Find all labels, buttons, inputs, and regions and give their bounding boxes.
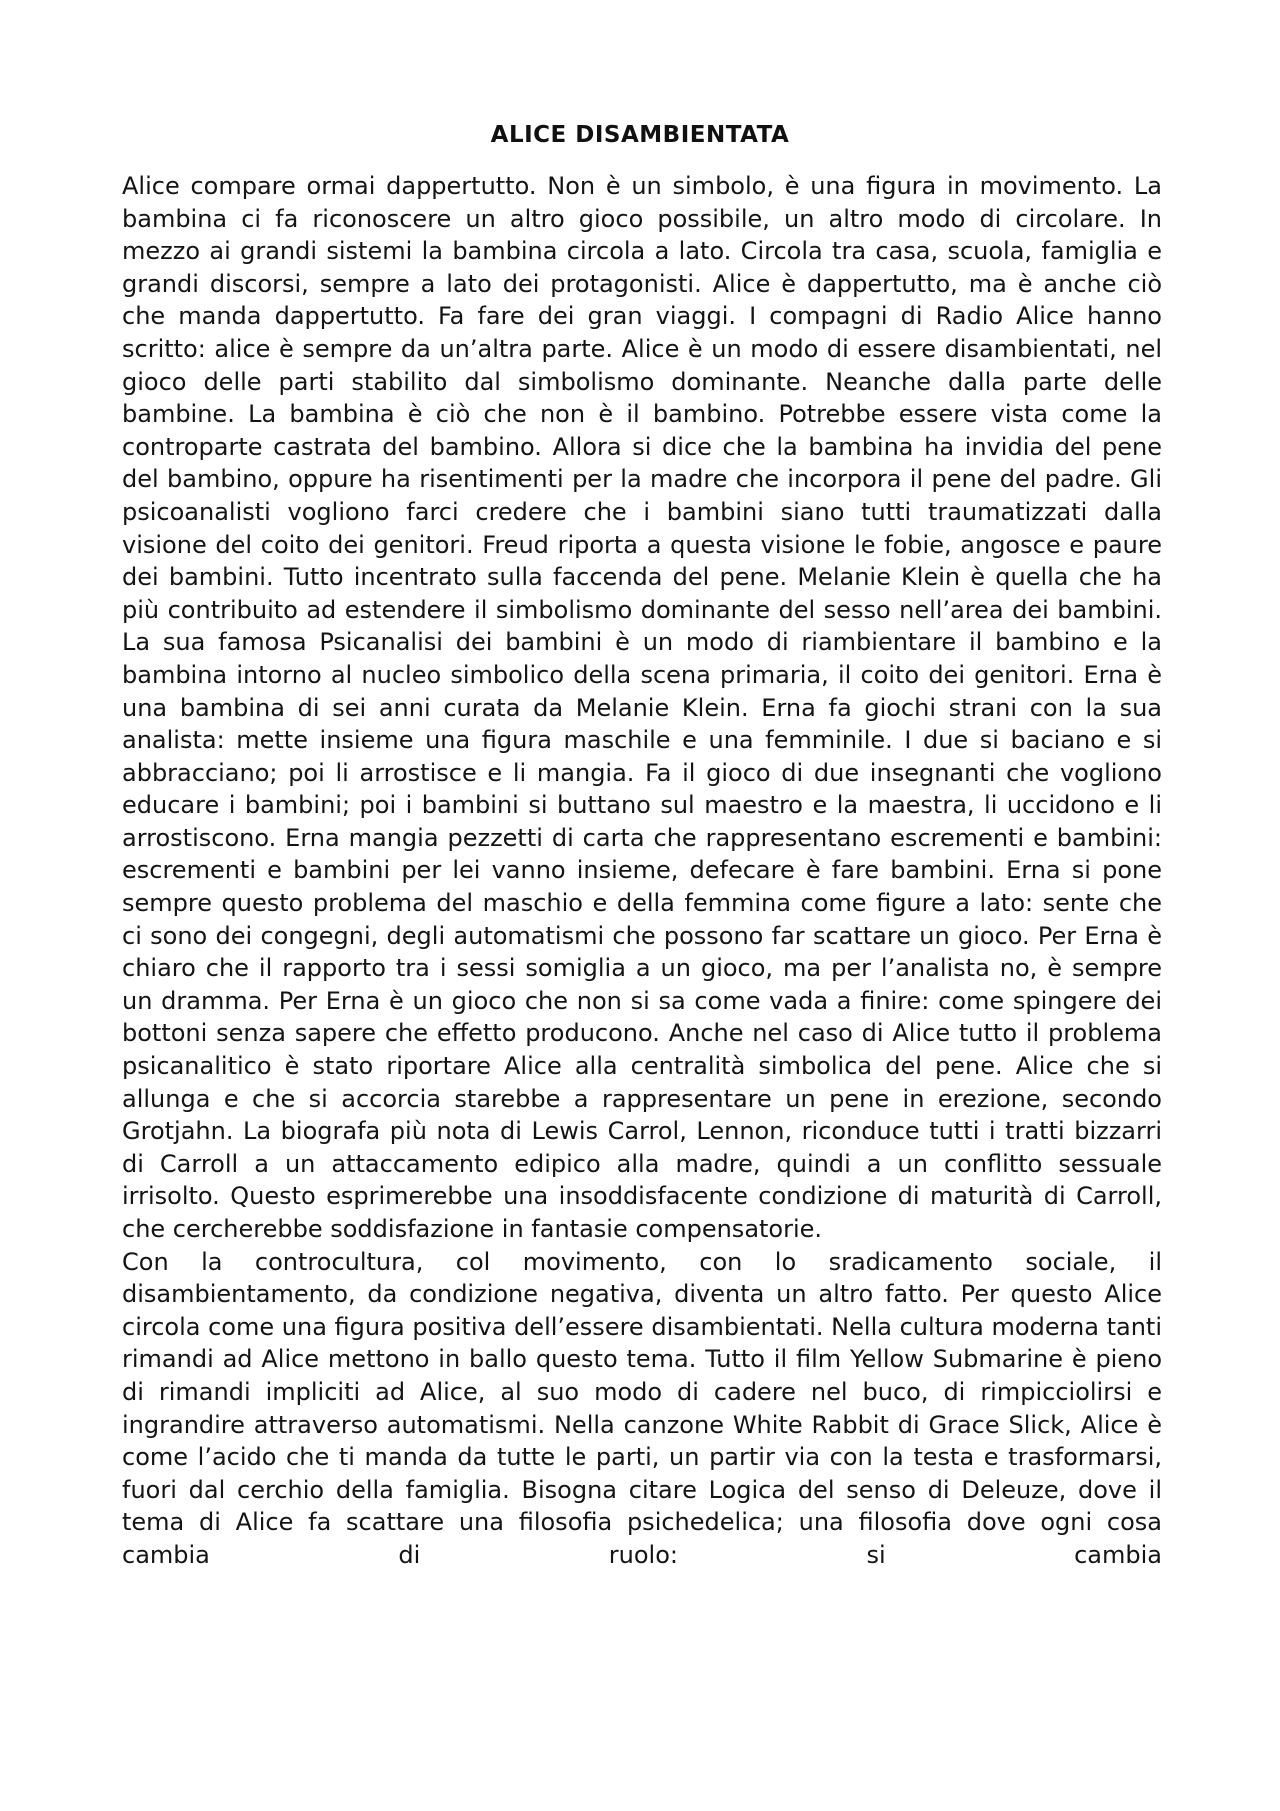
document-title: ALICE DISAMBIENTATA	[490, 122, 790, 148]
paragraph-2: Con la controcultura, col movimento, con lo sradicamento sociale, il disambientamento, da condizione negativa, diventa un altro fatto. Per questo Alice circola come una figura positiva dell’essere disambientati. Nella cultura moderna tanti rimandi ad Alice mettono in ballo questo tema. Tutto il film Yellow Submarine è pieno di rimandi impliciti ad Alice, al suo modo di cadere nel buco, di rimpicciolirsi e ingrandire attraverso automatismi. Nella canzone White Rabbit di Grace Slick, Alice è come l’acido che ti manda da tutte le parti, un partir via con la testa e trasformarsi, fuori dal cerchio della famiglia. Bisogna citare Logica del senso di Deleuze, dove il tema di Alice fa scattare una filosofia psichedelica; una filosofia dove ogni cosa cambia di ruolo: si cambia	[122, 1247, 1162, 1569]
document-body	[122, 170, 1162, 1572]
paragraph-1: Alice compare ormai dappertutto. Non è un simbolo, è una figura in movimento. La bambina ci fa riconoscere un altro gioco possibile, un altro modo di circolare. In mezzo ai grandi sistemi la bambina circola a lato. Circola tra casa, scuola, famiglia e grandi discorsi, sempre a lato dei protagonisti. Alice è dappertutto, ma è anche ciò che manda dappertutto. Fa fare dei gran viaggi. I compagni di Radio Alice hanno scritto: alice è sempre da un’altra parte. Alice è un modo di essere disambientati, nel gioco delle parti stabilito dal simbolismo dominante. Neanche dalla parte delle bambine. La bambina è ciò che non è il bambino. Potrebbe essere vista come la controparte castrata del bambino. Allora si dice che la bambina ha invidia del pene del bambino, oppure ha risentimenti per la madre che incorpora il pene del padre. Gli psicoanalisti vogliono farci credere che i bambini siano tutti traumatizzati dalla visione del coito dei genitori. Freud riporta a questa visione le fobie, angosce e paure dei bambini. Tutto incentrato sulla faccenda del pene. Melanie Klein è quella che ha più contribuito ad estendere il simbolismo dominante del sesso nell’area dei bambini. La sua famosa Psicanalisi dei bambini è un modo di riambientare il bambino e la bambina intorno al nucleo simbolico della scena primaria, il coito dei genitori. Erna è una bambina di sei anni curata da Melanie Klein. Erna fa giochi strani con la sua analista: mette insieme una figura maschile e una femminile. I due si baciano e si abbracciano; poi li arrostisce e li mangia. Fa il gioco di due insegnanti che vogliono educare i bambini; poi i bambini si buttano sul maestro e la maestra, li uccidono e li arrostiscono. Erna mangia pezzetti di carta che rappresentano escrementi e bambini: escrementi e bambini per lei vanno insieme, defecare è fare bambini. Erna si pone sempre questo problema del maschio e della femmina come figure a lato: sente che ci sono dei congegni, degli automatismi che possono far scattare un gioco. Per Erna è chiaro che il rapporto tra i sessi somiglia a un gioco, ma per l’analista no, è sempre un dramma. Per Erna è un gioco che non si sa come vada a finire: come spingere dei bottoni senza sapere che effetto producono. Anche nel caso di Alice tutto il problema psicanalitico è stato riportare Alice alla centralità simbolica del pene. Alice che si allunga e che si accorcia starebbe a rappresentare un pene in erezione, secondo Grotjahn. La biografa più nota di Lewis Carrol, Lennon, riconduce tutti i tratti bizzarri di Carroll a un attaccamento edipico alla madre, quindi a un conflitto sessuale irrisolto. Questo esprimerebbe una insoddisfacente condizione di maturità di Carroll, che cercherebbe soddisfazione in fantasie compensatorie.	[122, 172, 1162, 1243]
